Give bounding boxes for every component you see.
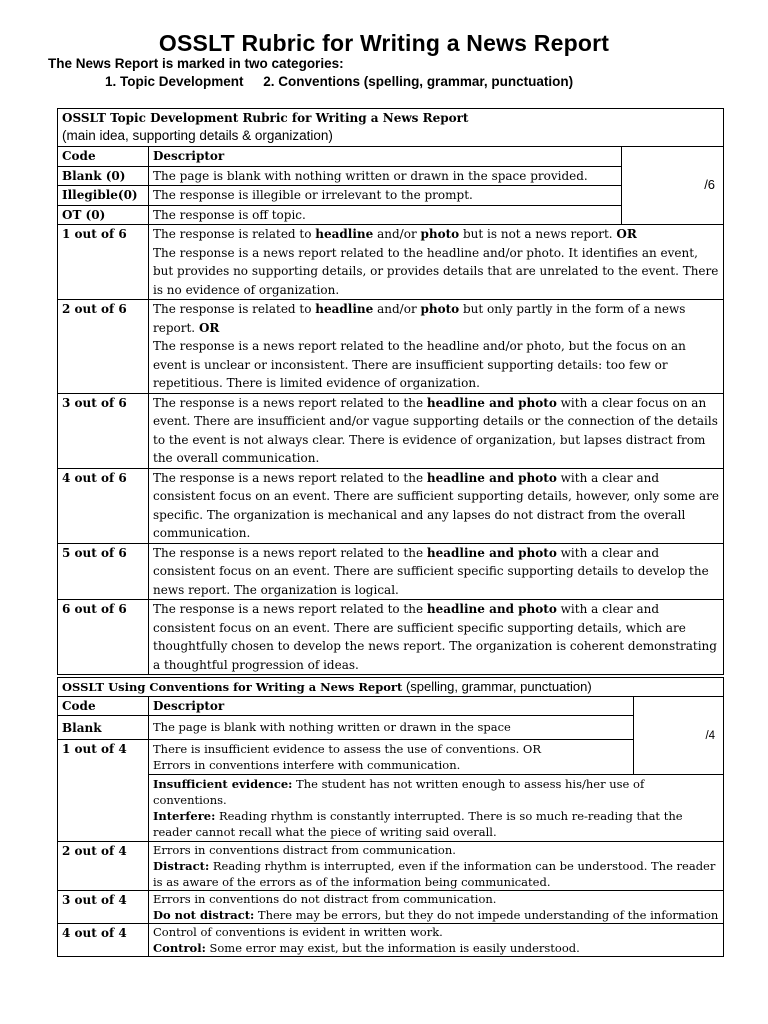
category-conventions: 2. Conventions (spelling, grammar, punctuation) xyxy=(263,74,574,89)
row-code: Blank xyxy=(58,716,149,740)
row-code: 4 out of 4 xyxy=(58,924,149,957)
intro xyxy=(48,55,589,91)
table-row xyxy=(58,716,724,740)
intro-categories xyxy=(48,73,589,91)
row-code: 3 out of 4 xyxy=(58,891,149,924)
row-descriptor: The page is blank with nothing written or drawn in the space xyxy=(149,716,634,740)
topic-table-title: OSSLT Topic Development Rubric for Writing a News Report xyxy=(62,111,469,125)
row-descriptor: The response is a news report related to the headline and photo with a clear and consistent focus on an event. There are sufficient specific supporting details to develop the news report. The organization is logical. xyxy=(149,543,724,600)
table-row xyxy=(58,842,724,891)
row-descriptor: The response is a news report related to the headline and photo with a clear and consistent focus on an event. There are sufficient specific supporting details, which are thoughtfully chosen to develop the news report. The organization is coherent demonstrating a thoughtful progression of ideas. xyxy=(149,600,724,675)
conventions-table-subtitle: (spelling, grammar, punctuation) xyxy=(405,679,592,694)
row-descriptor: Errors in conventions distract from communication. Distract: Reading rhythm is interrupted, even if the information can be understood. The reader is as aware of the errors as of the information being communicated. xyxy=(149,842,724,891)
row-code: 1 out of 6 xyxy=(58,225,149,300)
table-title-row xyxy=(58,109,724,147)
table-row xyxy=(58,468,724,543)
row-code: OT (0) xyxy=(58,205,149,225)
row-code: Blank (0) xyxy=(58,166,149,186)
row-descriptor: Control of conventions is evident in written work. Control: Some error may exist, but the information is easily understood. xyxy=(149,924,724,957)
table-row xyxy=(58,225,724,300)
conventions-table-title: OSSLT Using Conventions for Writing a News Report xyxy=(62,680,403,694)
col-header-code: Code xyxy=(58,697,149,716)
row-descriptor: There is insufficient evidence to assess the use of conventions. OR Errors in conventions interfere with communication. xyxy=(149,740,634,775)
intro-line: The News Report is marked in two categories: xyxy=(48,56,344,71)
topic-table-subtitle: (main idea, supporting details & organization) xyxy=(62,128,333,143)
row-descriptor: The response is off topic. xyxy=(149,205,622,225)
row-code: 1 out of 4 xyxy=(58,740,149,842)
row-descriptor: The response is related to headline and/or photo but is not a news report. OR The response is a news report related to the headline and/or photo. It identifies an event, but provides no supporting details, or provides details that are unrelated to the event. There is no evidence of organization. xyxy=(149,225,724,300)
row-descriptor: Errors in conventions do not distract from communication. Do not distract: There may be errors, but they do not impede understanding of the information xyxy=(149,891,724,924)
table-title-row xyxy=(58,678,724,697)
row-code: 5 out of 6 xyxy=(58,543,149,600)
table-row xyxy=(58,300,724,394)
table-row xyxy=(58,740,724,775)
col-header-descriptor: Descriptor xyxy=(149,147,622,167)
row-explanation: Insufficient evidence: The student has not written enough to assess his/her use of conventions. Interfere: Reading rhythm is constantly interrupted. There is so much re-reading that the reader cannot recall what the piece of writing said overall. xyxy=(149,775,724,842)
topic-development-table xyxy=(57,108,724,675)
page-title: OSSLT Rubric for Writing a News Report xyxy=(158,30,610,56)
row-descriptor: The response is a news report related to the headline and photo with a clear and consistent focus on an event. There are sufficient supporting details, however, only some are specific. The organization is mechanical and any lapses do not distract from the overall communication. xyxy=(149,468,724,543)
row-descriptor: The page is blank with nothing written or drawn in the space provided. xyxy=(149,166,622,186)
table-row xyxy=(58,924,724,957)
row-descriptor: The response is related to headline and/or photo but only partly in the form of a news report. OR The response is a news report related to the headline and/or photo, but the focus on an event is unclear or inconsistent. There are insufficient supporting details: too few or repetitious. There is limited evidence of organization. xyxy=(149,300,724,394)
table-row xyxy=(58,775,724,842)
col-header-code: Code xyxy=(58,147,149,167)
table-row xyxy=(58,600,724,675)
row-code: 3 out of 6 xyxy=(58,393,149,468)
row-code: 2 out of 4 xyxy=(58,842,149,891)
category-topic-development: 1. Topic Development xyxy=(105,74,244,89)
col-header-descriptor: Descriptor xyxy=(149,697,634,716)
conventions-table xyxy=(57,677,724,957)
score-out-of-6: /6 xyxy=(622,147,724,225)
table-row xyxy=(58,543,724,600)
row-code: 6 out of 6 xyxy=(58,600,149,675)
row-code: 4 out of 6 xyxy=(58,468,149,543)
row-descriptor: The response is a news report related to the headline and photo with a clear focus on an event. There are insufficient and/or vague supporting details or the connection of the details to the event is not always clear. There is evidence of organization, but lapses distract from the overall communication. xyxy=(149,393,724,468)
row-descriptor: The response is illegible or irrelevant to the prompt. xyxy=(149,186,622,206)
table-header-row xyxy=(58,697,724,716)
row-code: 2 out of 6 xyxy=(58,300,149,394)
table-row xyxy=(58,891,724,924)
score-out-of-4: /4 xyxy=(634,697,724,775)
table-header-row xyxy=(58,147,724,167)
row-code: Illegible(0) xyxy=(58,186,149,206)
table-row xyxy=(58,393,724,468)
